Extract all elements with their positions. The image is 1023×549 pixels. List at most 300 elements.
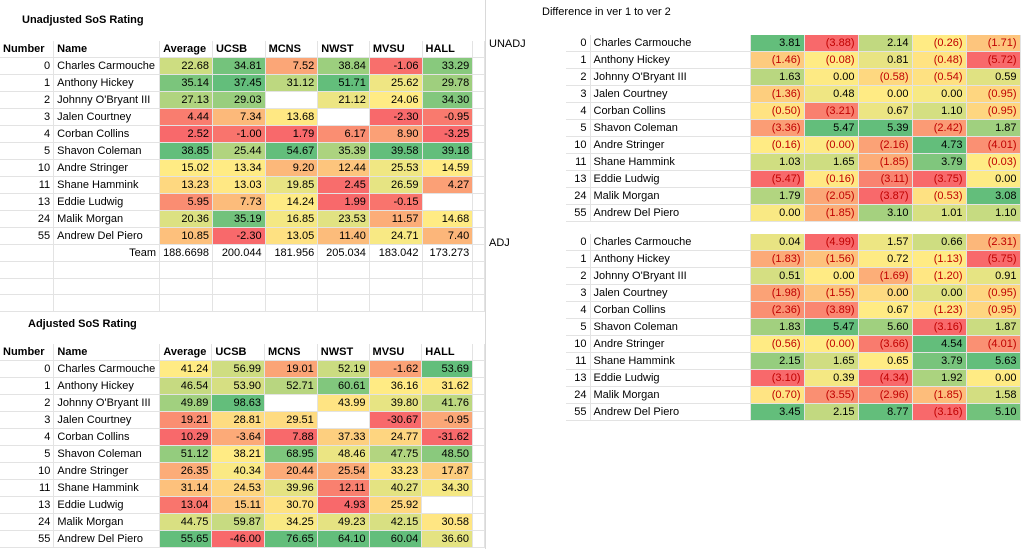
average-cell: 22.68: [160, 58, 213, 75]
table-row: [0, 429, 485, 446]
difference-cell: 4.73: [912, 137, 966, 154]
score-cell: 30.70: [265, 497, 318, 514]
score-cell: 16.85: [265, 211, 318, 228]
score-cell: 49.23: [317, 514, 369, 531]
player-number: 55: [0, 531, 54, 548]
left-sheet-area: [0, 0, 486, 549]
player-number: 5: [0, 446, 54, 463]
difference-cell: (0.54): [912, 69, 966, 86]
empty-cell: [54, 295, 160, 312]
player-name: Andre Stringer: [590, 336, 750, 353]
empty-cell: [422, 295, 473, 312]
overflow-cell: [473, 211, 485, 228]
player-number: 3: [566, 86, 590, 103]
player-name: Andre Stringer: [54, 160, 160, 177]
difference-cell: 0.00: [858, 86, 912, 103]
difference-cell: (1.23): [912, 302, 966, 319]
score-cell: 98.63: [212, 395, 265, 412]
score-cell: 25.54: [317, 463, 369, 480]
difference-cell: 0.59: [966, 69, 1020, 86]
difference-cell: 1.87: [966, 319, 1020, 336]
score-cell: 4.27: [422, 177, 473, 194]
player-number: 2: [0, 395, 54, 412]
player-number: 4: [566, 103, 590, 120]
table-row: [0, 412, 485, 429]
difference-cell: 3.79: [912, 154, 966, 171]
table-row: [566, 188, 1020, 205]
overflow-cell: [473, 429, 485, 446]
empty-cell: [160, 295, 213, 312]
player-number: 24: [0, 514, 54, 531]
difference-cell: 2.14: [858, 35, 912, 52]
team-total-row: [0, 245, 485, 262]
player-number: 13: [566, 171, 590, 188]
difference-cell: (0.16): [804, 171, 858, 188]
player-number: 24: [566, 188, 590, 205]
team-label: Team: [54, 245, 160, 262]
player-name: Shavon Coleman: [590, 319, 750, 336]
difference-cell: (4.01): [966, 336, 1020, 353]
player-number: 1: [566, 52, 590, 69]
score-cell: 39.18: [422, 143, 473, 160]
adjusted-title: Adjusted SoS Rating: [28, 318, 137, 330]
score-cell: -1.62: [369, 361, 422, 378]
table-row: [0, 378, 485, 395]
score-cell: -1.00: [212, 126, 265, 143]
difference-cell: 1.83: [750, 319, 804, 336]
score-cell: 15.11: [212, 497, 265, 514]
table-row: [0, 109, 485, 126]
player-number: 13: [0, 194, 54, 211]
empty-cell: [369, 262, 422, 279]
empty-cell: [318, 278, 370, 295]
difference-cell: 3.79: [912, 353, 966, 370]
table-row: [566, 69, 1020, 86]
difference-cell: 1.58: [966, 387, 1020, 404]
score-cell: 13.34: [212, 160, 265, 177]
player-number: 3: [0, 412, 54, 429]
score-cell: 60.04: [369, 531, 422, 548]
score-cell: 29.03: [212, 92, 265, 109]
difference-cell: (1.85): [912, 387, 966, 404]
difference-cell: (2.05): [804, 188, 858, 205]
table-row: [0, 126, 485, 143]
difference-cell: 1.65: [804, 353, 858, 370]
score-cell: 53.90: [212, 378, 265, 395]
table-row: [0, 446, 485, 463]
player-name: Andrew Del Piero: [590, 205, 750, 222]
table-row: [0, 160, 485, 177]
average-cell: 35.14: [160, 75, 213, 92]
table-row: [566, 234, 1020, 251]
table-row: [566, 336, 1020, 353]
score-cell: 54.67: [265, 143, 318, 160]
empty-cell: [0, 278, 54, 295]
column-header: Average: [160, 344, 212, 361]
team-total-cell: 181.956: [265, 245, 318, 262]
score-cell: [265, 92, 318, 109]
difference-cell: (1.13): [912, 251, 966, 268]
difference-cell: (0.48): [912, 52, 966, 69]
empty-cell: [0, 245, 54, 262]
score-cell: [422, 497, 473, 514]
difference-cell: 5.10: [966, 404, 1020, 421]
overflow-cell: [473, 126, 485, 143]
score-cell: [265, 395, 318, 412]
score-cell: 36.60: [422, 531, 473, 548]
player-number: 0: [0, 58, 54, 75]
column-header: Number: [0, 41, 54, 58]
difference-cell: (5.47): [750, 171, 804, 188]
table-row: [0, 228, 485, 245]
score-cell: 12.11: [317, 480, 369, 497]
score-cell: 7.88: [265, 429, 318, 446]
empty-row: [0, 278, 485, 295]
empty-cell: [318, 262, 370, 279]
difference-cell: (2.96): [858, 387, 912, 404]
score-cell: 12.44: [318, 160, 370, 177]
empty-row: [0, 262, 485, 279]
average-cell: 4.44: [160, 109, 213, 126]
unadj-section-label: UNADJ: [489, 38, 526, 50]
player-name: Johnny O'Bryant III: [590, 69, 750, 86]
score-cell: 8.90: [369, 126, 422, 143]
difference-cell: (0.00): [804, 336, 858, 353]
difference-cell: 1.01: [912, 205, 966, 222]
column-header: UCSB: [212, 344, 265, 361]
empty-cell: [473, 262, 485, 279]
difference-cell: (0.03): [966, 154, 1020, 171]
table-row: [0, 194, 485, 211]
player-number: 11: [566, 353, 590, 370]
average-cell: 55.65: [160, 531, 212, 548]
difference-cell: (0.95): [966, 103, 1020, 120]
player-number: 0: [0, 361, 54, 378]
score-cell: 1.99: [318, 194, 370, 211]
difference-cell: (0.16): [750, 137, 804, 154]
difference-cell: (3.16): [912, 319, 966, 336]
average-cell: 49.89: [160, 395, 212, 412]
empty-cell: [369, 295, 422, 312]
player-name: Shane Hammink: [590, 353, 750, 370]
table-row: [566, 35, 1020, 52]
score-cell: 39.80: [369, 395, 422, 412]
column-header: NWST: [318, 41, 370, 58]
team-total-cell: 205.034: [318, 245, 370, 262]
difference-cell: 8.77: [858, 404, 912, 421]
score-cell: 24.71: [369, 228, 422, 245]
difference-cell: 0.91: [966, 268, 1020, 285]
score-cell: 33.23: [369, 463, 422, 480]
difference-cell: 1.92: [912, 370, 966, 387]
difference-cell: 0.67: [858, 302, 912, 319]
score-cell: 59.87: [212, 514, 265, 531]
table-row: [566, 52, 1020, 69]
difference-cell: 5.39: [858, 120, 912, 137]
adjusted-table: [0, 344, 485, 548]
score-cell: 43.99: [317, 395, 369, 412]
column-header: HALL: [422, 344, 473, 361]
average-cell: 10.29: [160, 429, 212, 446]
score-cell: -30.67: [369, 412, 422, 429]
empty-cell: [318, 295, 370, 312]
empty-cell: [212, 278, 265, 295]
table-row: [0, 497, 485, 514]
difference-cell: (1.83): [750, 251, 804, 268]
difference-cell: (1.20): [912, 268, 966, 285]
empty-cell: [0, 295, 54, 312]
empty-cell: [160, 278, 213, 295]
difference-cell: (4.99): [804, 234, 858, 251]
player-name: Jalen Courtney: [590, 86, 750, 103]
overflow-cell: [473, 109, 485, 126]
overflow-cell: [473, 480, 485, 497]
overflow-cell: [473, 395, 485, 412]
player-name: Jalen Courtney: [54, 109, 160, 126]
difference-cell: 0.66: [912, 234, 966, 251]
score-cell: 37.45: [212, 75, 265, 92]
average-cell: 31.14: [160, 480, 212, 497]
score-cell: 14.59: [422, 160, 473, 177]
score-cell: 6.17: [318, 126, 370, 143]
table-row: [566, 137, 1020, 154]
column-header: MVSU: [369, 41, 422, 58]
score-cell: 7.40: [422, 228, 473, 245]
difference-cell: (0.95): [966, 302, 1020, 319]
difference-adj-table: [566, 234, 1021, 421]
difference-cell: (1.69): [858, 268, 912, 285]
player-number: 2: [566, 268, 590, 285]
difference-cell: (0.95): [966, 86, 1020, 103]
column-header: NWST: [317, 344, 369, 361]
table-row: [0, 361, 485, 378]
difference-cell: (1.85): [804, 205, 858, 222]
score-cell: [422, 194, 473, 211]
empty-cell: [422, 278, 473, 295]
team-total-cell: 173.273: [422, 245, 473, 262]
difference-cell: (2.16): [858, 137, 912, 154]
score-cell: 52.19: [317, 361, 369, 378]
score-cell: 24.53: [212, 480, 265, 497]
score-cell: 51.71: [318, 75, 370, 92]
score-cell: 9.20: [265, 160, 318, 177]
table-row: [566, 387, 1020, 404]
empty-cell: [265, 262, 318, 279]
score-cell: 4.93: [317, 497, 369, 514]
difference-cell: (3.75): [912, 171, 966, 188]
overflow-cell: [473, 92, 485, 109]
table-row: [566, 285, 1020, 302]
difference-cell: 0.65: [858, 353, 912, 370]
player-number: 55: [566, 205, 590, 222]
average-cell: 38.85: [160, 143, 213, 160]
score-cell: -2.30: [369, 109, 422, 126]
score-cell: 25.62: [369, 75, 422, 92]
difference-cell: 0.00: [912, 86, 966, 103]
overflow-cell: [473, 41, 485, 58]
overflow-cell: [473, 497, 485, 514]
empty-cell: [54, 262, 160, 279]
table-row: [566, 120, 1020, 137]
overflow-cell: [473, 228, 485, 245]
player-name: Charles Carmouche: [54, 58, 160, 75]
score-cell: 68.95: [265, 446, 318, 463]
overflow-cell: [473, 344, 485, 361]
player-name: Andre Stringer: [54, 463, 160, 480]
difference-cell: 0.72: [858, 251, 912, 268]
score-cell: [317, 412, 369, 429]
table-row: [0, 75, 485, 92]
difference-cell: 0.04: [750, 234, 804, 251]
player-name: Andrew Del Piero: [54, 228, 160, 245]
player-name: Corban Collins: [54, 126, 160, 143]
column-header: HALL: [422, 41, 473, 58]
score-cell: 13.68: [265, 109, 318, 126]
average-cell: 2.52: [160, 126, 213, 143]
average-cell: 20.36: [160, 211, 213, 228]
team-total-cell: 200.044: [212, 245, 265, 262]
difference-cell: 0.00: [804, 69, 858, 86]
score-cell: 34.30: [422, 480, 473, 497]
overflow-cell: [473, 412, 485, 429]
player-name: Anthony Hickey: [590, 251, 750, 268]
unadjusted-title: Unadjusted SoS Rating: [22, 14, 144, 26]
difference-cell: (5.72): [966, 52, 1020, 69]
average-cell: 26.35: [160, 463, 212, 480]
score-cell: -3.25: [422, 126, 473, 143]
score-cell: 34.81: [212, 58, 265, 75]
column-header: MCNS: [265, 344, 318, 361]
average-cell: 41.24: [160, 361, 212, 378]
player-name: Anthony Hickey: [54, 75, 160, 92]
table-row: [566, 268, 1020, 285]
player-number: 4: [566, 302, 590, 319]
score-cell: 13.03: [212, 177, 265, 194]
score-cell: 29.78: [422, 75, 473, 92]
player-number: 0: [566, 35, 590, 52]
player-number: 13: [0, 497, 54, 514]
column-header: Name: [54, 41, 160, 58]
difference-cell: (5.75): [966, 251, 1020, 268]
score-cell: 21.12: [318, 92, 370, 109]
player-number: 2: [0, 92, 54, 109]
score-cell: 26.59: [369, 177, 422, 194]
score-cell: 31.62: [422, 378, 473, 395]
difference-cell: (0.56): [750, 336, 804, 353]
difference-cell: 0.00: [750, 205, 804, 222]
difference-cell: (0.58): [858, 69, 912, 86]
player-number: 24: [0, 211, 54, 228]
score-cell: 28.81: [212, 412, 265, 429]
table-row: [0, 531, 485, 548]
empty-cell: [265, 295, 318, 312]
overflow-cell: [473, 446, 485, 463]
player-number: 55: [566, 404, 590, 421]
score-cell: 34.30: [422, 92, 473, 109]
difference-cell: (3.87): [858, 188, 912, 205]
difference-cell: 1.87: [966, 120, 1020, 137]
average-cell: 27.13: [160, 92, 213, 109]
score-cell: 7.73: [212, 194, 265, 211]
table-row: [566, 154, 1020, 171]
player-name: Corban Collins: [54, 429, 160, 446]
player-number: 0: [566, 234, 590, 251]
score-cell: 38.21: [212, 446, 265, 463]
player-number: 5: [0, 143, 54, 160]
difference-cell: 0.81: [858, 52, 912, 69]
table-row: [566, 251, 1020, 268]
player-number: 11: [0, 480, 54, 497]
player-name: Eddie Ludwig: [590, 370, 750, 387]
difference-cell: 0.00: [858, 285, 912, 302]
score-cell: -2.30: [212, 228, 265, 245]
score-cell: 19.01: [265, 361, 318, 378]
table-row: [0, 92, 485, 109]
score-cell: 14.24: [265, 194, 318, 211]
table-row: [566, 302, 1020, 319]
player-name: Jalen Courtney: [54, 412, 160, 429]
score-cell: 56.99: [212, 361, 265, 378]
average-cell: 10.85: [160, 228, 213, 245]
score-cell: -3.64: [212, 429, 265, 446]
player-number: 1: [0, 75, 54, 92]
difference-cell: 5.63: [966, 353, 1020, 370]
difference-cell: (0.26): [912, 35, 966, 52]
overflow-cell: [473, 194, 485, 211]
difference-cell: 0.39: [804, 370, 858, 387]
player-number: 3: [0, 109, 54, 126]
player-name: Shane Hammink: [54, 480, 160, 497]
player-name: Malik Morgan: [590, 188, 750, 205]
table-row: [566, 353, 1020, 370]
difference-cell: 5.47: [804, 319, 858, 336]
difference-cell: (3.21): [804, 103, 858, 120]
average-cell: 19.21: [160, 412, 212, 429]
difference-cell: 4.54: [912, 336, 966, 353]
difference-cell: (2.31): [966, 234, 1020, 251]
difference-cell: (0.50): [750, 103, 804, 120]
table-row: [566, 319, 1020, 336]
difference-cell: 0.51: [750, 268, 804, 285]
empty-cell: [422, 262, 473, 279]
score-cell: 36.16: [369, 378, 422, 395]
difference-cell: 1.79: [750, 188, 804, 205]
difference-cell: (3.36): [750, 120, 804, 137]
score-cell: 25.53: [369, 160, 422, 177]
score-cell: -31.62: [422, 429, 473, 446]
difference-cell: (1.46): [750, 52, 804, 69]
player-name: Jalen Courtney: [590, 285, 750, 302]
difference-cell: (4.01): [966, 137, 1020, 154]
player-number: 5: [566, 120, 590, 137]
score-cell: 41.76: [422, 395, 473, 412]
table-row: [0, 395, 485, 412]
score-cell: 40.27: [369, 480, 422, 497]
score-cell: 34.25: [265, 514, 318, 531]
column-header: MVSU: [369, 344, 422, 361]
player-number: 11: [0, 177, 54, 194]
empty-row: [0, 295, 485, 312]
score-cell: -46.00: [212, 531, 265, 548]
difference-cell: 1.57: [858, 234, 912, 251]
player-name: Eddie Ludwig: [54, 497, 160, 514]
score-cell: 11.40: [318, 228, 370, 245]
difference-cell: 3.08: [966, 188, 1020, 205]
adj-section-label: ADJ: [489, 237, 510, 249]
difference-cell: (3.88): [804, 35, 858, 52]
difference-cell: 0.00: [912, 285, 966, 302]
score-cell: 2.45: [318, 177, 370, 194]
